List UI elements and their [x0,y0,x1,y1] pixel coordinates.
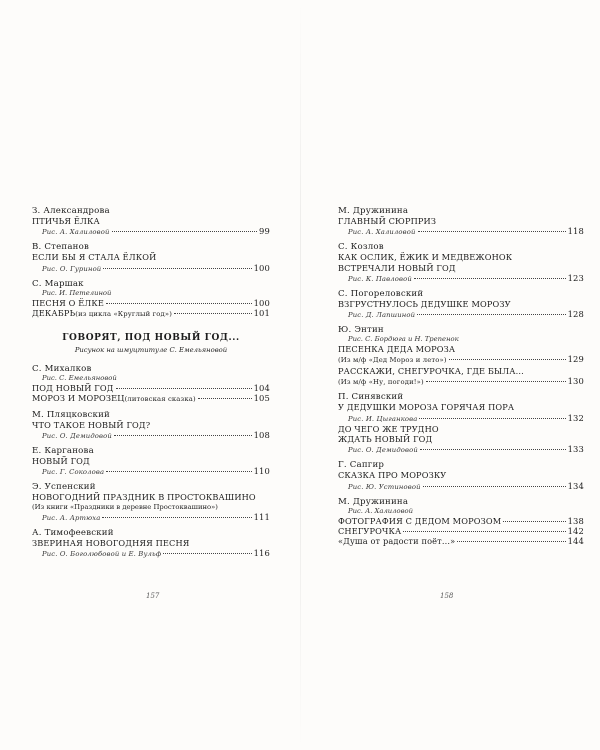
leader-dots [423,485,566,487]
entry-line [32,393,270,404]
entry-page-number: 134 [567,480,584,491]
entry-page-number: 132 [567,412,584,423]
entry-line [338,376,584,387]
entry-title: ДО ЧЕГО ЖЕ ТРУДНО [338,423,439,434]
entry-page-number: 110 [253,466,270,477]
toc-entry [32,279,270,320]
entry-illustrator: Рис. С. Емельяновой [42,374,117,383]
entry-line [338,226,584,237]
section-subtitle: Рисунок на шмуцтитуле С. Емельяновой [74,346,228,355]
entry-page-number: 128 [567,309,584,320]
entry-illustrator: Рис. А. Халиловой [348,506,413,515]
entry-title: ПТИЧЬЯ ЁЛКА [32,216,100,226]
leader-dots [116,387,252,389]
entry-line [32,430,270,441]
entry-line [32,308,270,319]
entry-illustrator: Рис. О. Боголюбовой и Е. Вульф [42,549,162,558]
entry-illustrator: Рис. О. Демидовой [348,446,418,455]
leader-dots [163,552,251,554]
toc-entry [338,206,584,237]
toc-entry [338,289,584,320]
entry-page-number: 138 [567,515,584,526]
leader-dots [114,434,252,436]
entry-line [32,298,270,308]
entry-author: В. Степанов [32,242,89,253]
entry-title: ЖДАТЬ НОВЫЙ ГОД [338,433,433,444]
entry-author: Ю. Энтин [338,325,384,336]
entry-page-number: 101 [253,307,270,318]
toc-entry [32,482,270,522]
entry-note: (Из книги «Праздники в деревне Простоквашино») [32,502,218,511]
entry-author: С. Маршак [32,278,84,289]
entry-title: ГЛАВНЫЙ СЮРПРИЗ [338,216,437,226]
entry-illustrator: Рис. А. Халиловой [348,228,416,237]
entry-line [32,263,270,274]
page-number-right: 158 [440,592,454,600]
entry-author: С. Михалков [32,364,92,375]
entry-author: М. Пляцковский [32,409,110,420]
entry-author: П. Синявский [338,392,404,403]
entry-line [32,226,270,237]
entry-illustrator: Рис. Д. Лапшиной [348,311,416,320]
entry-author: Е. Карганова [32,446,94,457]
entry-line [32,512,270,523]
entry-illustrator: Рис. И. Петелиной [42,288,112,297]
toc-entry [32,528,270,559]
entry-author: М. Дружинина [338,206,409,216]
entry-title: ВЗГРУСТНУЛОСЬ ДЕДУШКЕ МОРОЗУ [338,298,511,309]
leader-dots [106,302,252,304]
section-title: ГОВОРЯТ, ПОД НОВЫЙ ГОД... [62,333,240,344]
entry-author: М. Дружинина [338,496,409,507]
leader-dots [112,230,257,232]
toc-entry [338,392,584,455]
entry-illustrator: Рис. С. Бордюга и Н. Трепенок [348,335,459,344]
entry-author: С. Козлов [338,242,384,253]
entry-title: «Душа от радости поёт...» [338,536,456,547]
leader-dots [449,358,566,360]
entry-title: ПЕСНЯ О ЁЛКЕ [32,297,104,308]
entry-title: ПЕСЕНКА ДЕДА МОРОЗА [338,344,456,355]
entry-author: Г. Сапгир [338,460,385,471]
entry-line [338,536,584,546]
entry-title: ЕСЛИ БЫ Я СТАЛА ЁЛКОЙ [32,252,157,263]
entry-title: ВСТРЕЧАЛИ НОВЫЙ ГОД [338,262,456,273]
toc-entry [338,460,584,491]
right-page [338,206,584,551]
leader-dots [414,277,566,279]
entry-line [338,413,584,424]
entry-title: ДЕКАБРЬ [32,307,76,318]
entry-illustrator: Рис. К. Павловой [348,274,412,283]
left-page [32,206,270,564]
leader-dots [503,520,565,522]
entry-page-number: 105 [253,393,270,404]
entry-title: НОВЫЙ ГОД [32,456,90,467]
leader-dots [418,230,566,232]
leader-dots [174,312,252,314]
toc-entry [338,325,584,387]
toc-entry [32,410,270,441]
entry-page-number: 111 [253,511,270,522]
entry-line [338,273,584,284]
entry-author: Э. Успенский [32,482,96,493]
entry-line [338,354,584,365]
entry-author: З. Александрова [32,206,110,216]
entry-line [32,548,270,559]
leader-dots [419,417,565,419]
entry-title: НОВОГОДНИЙ ПРАЗДНИК В ПРОСТОКВАШИНО [32,492,256,503]
entry-title: ЧТО ТАКОЕ НОВЫЙ ГОД? [32,419,151,430]
toc-entry [32,242,270,273]
entry-title: ФОТОГРАФИЯ С ДЕДОМ МОРОЗОМ [338,515,502,526]
entry-page-number: 123 [567,272,584,283]
entry-title: СКАЗКА ПРО МОРОЗКУ [338,470,447,481]
leader-dots [198,397,252,399]
entry-illustrator: Рис. И. Цыганкова [348,414,418,423]
entry-illustrator: Рис. Ю. Устиновой [348,482,421,491]
entry-line [338,444,584,455]
entry-page-number: 100 [253,262,270,273]
entry-title: ПОД НОВЫЙ ГОД [32,383,114,394]
entry-page-number: 108 [253,430,270,441]
entry-page-number: 133 [567,444,584,455]
entry-page-number: 144 [567,536,584,547]
toc-entry [32,364,270,405]
entry-author: С. Погореловский [338,288,424,299]
entry-illustrator: Рис. А. Халиловой [42,228,110,237]
entry-illustrator: Рис. О. Гуриной [42,264,102,273]
entry-page-number: 99 [259,226,270,237]
toc-entry [338,242,584,284]
entry-line [32,466,270,477]
toc-entry [32,446,270,477]
entry-page-number: 116 [253,547,270,558]
entry-title: КАК ОСЛИК, ЁЖИК И МЕДВЕЖОНОК [338,252,513,263]
leader-dots [106,470,251,472]
toc-entry [338,497,584,547]
entry-note: (из цикла «Круглый год») [75,309,172,318]
leader-dots [403,530,565,532]
entry-page-number: 129 [567,354,584,365]
entry-title: МОРОЗ И МОРОЗЕЦ [32,393,125,404]
entry-line [338,516,584,526]
entry-line [338,481,584,492]
entry-illustrator: Рис. А. Артюха [42,513,101,522]
toc-entry [32,206,270,237]
entry-author: А. Тимофеевский [32,527,114,538]
entry-page-number: 142 [567,525,584,536]
entry-note: (Из м/ф «Дед Мороз и лето») [338,356,447,365]
book-gutter [300,0,301,750]
entry-title: У ДЕДУШКИ МОРОЗА ГОРЯЧАЯ ПОРА [338,402,515,413]
entry-page-number: 118 [567,226,584,237]
entry-note: (литовская сказка) [124,395,196,404]
leader-dots [102,516,251,518]
entry-page-number: 104 [253,383,270,394]
entry-line [32,383,270,393]
entry-page-number: 100 [253,297,270,308]
entry-line [338,309,584,320]
leader-dots [420,448,566,450]
page-number-left: 157 [146,592,160,600]
entry-page-number: 130 [567,376,584,387]
leader-dots [103,267,251,269]
leader-dots [417,313,565,315]
entry-line [338,526,584,536]
entry-title: РАССКАЖИ, СНЕГУРОЧКА, ГДЕ БЫЛА... [338,365,524,376]
entry-title: СНЕГУРОЧКА [338,525,402,536]
leader-dots [457,540,565,542]
entry-illustrator: Рис. О. Демидовой [42,432,112,441]
entry-note: (Из м/ф «Ну, погоди!») [338,378,424,387]
entry-title: ЗВЕРИНАЯ НОВОГОДНЯЯ ПЕСНЯ [32,537,190,548]
entry-illustrator: Рис. Г. Соколова [42,468,105,477]
leader-dots [426,380,566,382]
